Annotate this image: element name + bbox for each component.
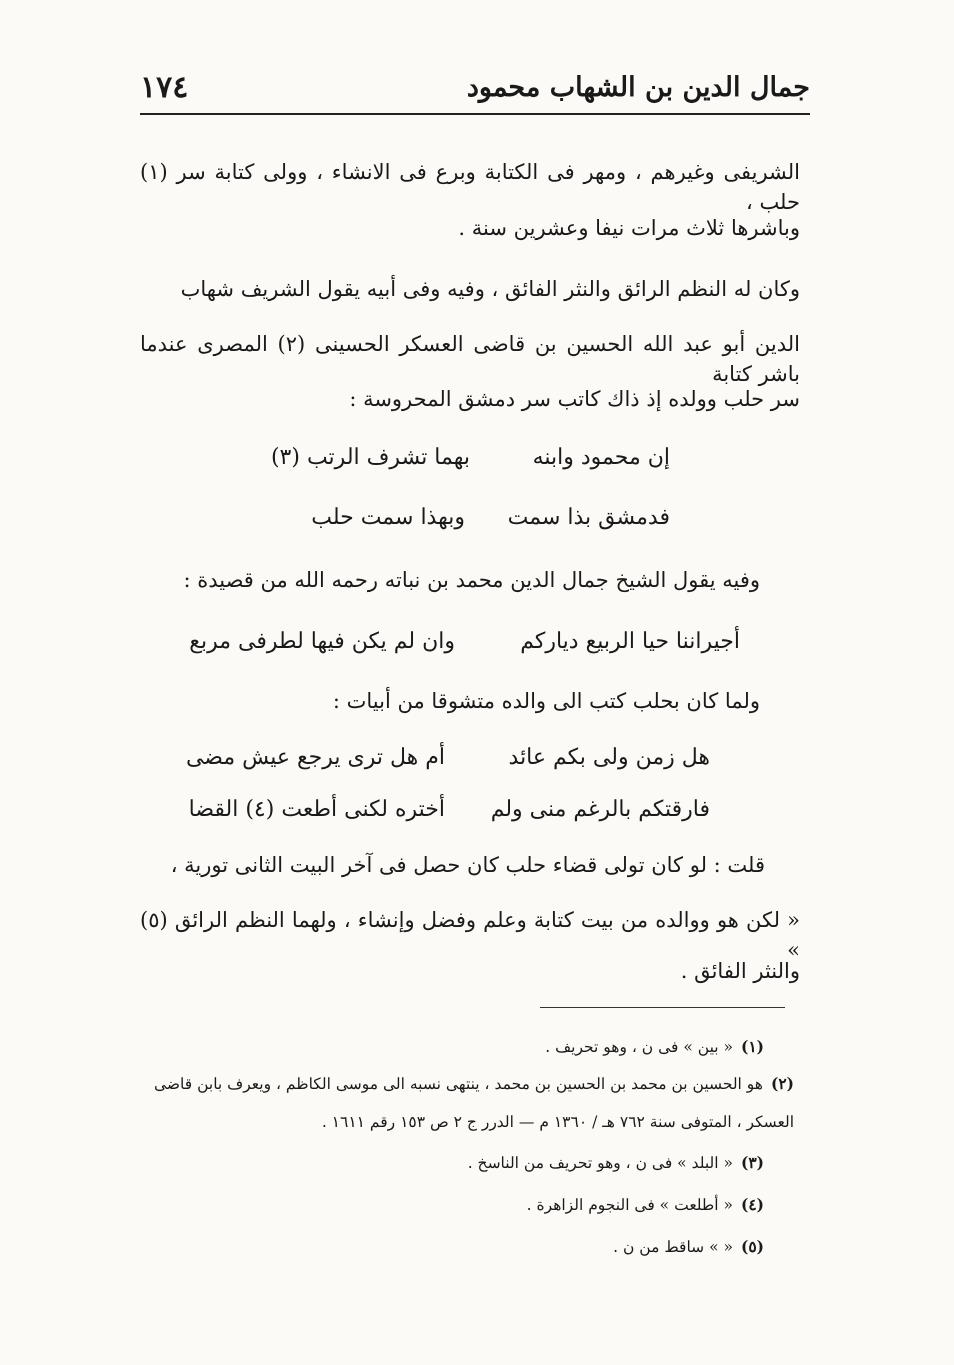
paragraph-5-line-1: قلت : لو كان تولى قضاء حلب كان حصل فى آخر البيت الثانى تورية ، [170, 853, 765, 877]
verse-hemistich: إن محمود وابنه [532, 445, 670, 470]
verse-hemistich: وان لم يكن فيها لطرفى مربع [189, 629, 455, 654]
footnote-2 [134, 1069, 794, 1099]
verse-3-line-1 [140, 740, 800, 776]
page-number: ١٧٤ [140, 70, 189, 105]
footnote-text: هو الحسين بن محمد بن الحسين بن محمد ، ينتهى نسبه الى موسى الكاظم ، ويعرف بابن قاضى [153, 1075, 763, 1093]
verse-1-line-2 [140, 500, 800, 536]
page-header [140, 62, 810, 108]
verse-3-line-2 [140, 792, 800, 828]
footnote-text: « البلد » فى ن ، وهو تحريف من الناسخ . [467, 1154, 733, 1172]
verse-hemistich: هل زمن ولى بكم عائد [508, 745, 710, 770]
paragraph-2-line-3: سر حلب وولده إذ ذاك كاتب سر دمشق المحروسة : [349, 387, 800, 411]
footnote-1 [104, 1032, 764, 1062]
paragraph-5-line-3: والنثر الفائق . [680, 959, 800, 983]
paragraph-2-line-1: وكان له النظم الرائق والنثر الفائق ، وفيه وفى أبيه يقول الشريف شهاب [180, 277, 800, 301]
verse-hemistich: فدمشق بذا سمت [507, 505, 670, 530]
header-rule [140, 113, 810, 115]
paragraph-1-line-1: الشريفى وغيرهم ، ومهر فى الكتابة وبرع فى الانشاء ، وولى كتابة سر (١) حلب ، [140, 160, 800, 214]
verse-hemistich: فارقتكم بالرغم منى ولم [490, 797, 710, 822]
paragraph-4: ولما كان بحلب كتب الى والده متشوقا من أبيات : [332, 689, 760, 713]
paragraph-3: وفيه يقول الشيخ جمال الدين محمد بن نباته رحمه الله من قصيدة : [183, 568, 760, 592]
paragraph-2-line-2: الدين أبو عبد الله الحسين بن قاضى العسكر الحسينى (٢) المصرى عندما باشر كتابة [140, 332, 800, 386]
running-title: جمال الدين بن الشهاب محمود [466, 72, 810, 103]
footnote-4 [104, 1190, 764, 1220]
footnote-5 [104, 1232, 764, 1262]
footnote-marker: (٣) [740, 1153, 764, 1172]
footnote-rule [540, 1007, 785, 1008]
verse-hemistich: أختره لكنى أطعت (٤) القضا [188, 797, 445, 822]
footnote-2-continuation: العسكر ، المتوفى سنة ٧٦٢ هـ / ١٣٦٠ م — الدرر ج ٢ ص ١٥٣ رقم ١٦١١ . [321, 1113, 794, 1131]
verse-hemistich: وبهذا سمت حلب [311, 505, 465, 530]
footnote-text: « بين » فى ن ، وهو تحريف . [545, 1038, 733, 1056]
verse-1-line-1 [140, 440, 800, 476]
verse-2-line-1 [140, 624, 800, 660]
footnote-marker: (٥) [740, 1237, 764, 1256]
paragraph-5-line-2: « لكن هو ووالده من بيت كتابة وعلم وفضل وإنشاء ، ولهما النظم الرائق (٥) » [140, 908, 800, 962]
footnote-marker: (٤) [740, 1195, 764, 1214]
footnote-marker: (٢) [770, 1074, 794, 1093]
footnote-text: « أطلعت » فى النجوم الزاهرة . [526, 1196, 733, 1214]
paragraph-1-line-2: وباشرها ثلاث مرات نيفا وعشرين سنة . [458, 216, 800, 240]
footnote-marker: (١) [740, 1037, 764, 1056]
footnote-3 [104, 1148, 764, 1178]
footnote-text: « » ساقط من ن . [613, 1238, 733, 1256]
verse-hemistich: أجيراننا حيا الربيع دياركم [520, 629, 740, 654]
verse-hemistich: بهما تشرف الرتب (٣) [270, 445, 470, 470]
verse-hemistich: أم هل ترى يرجع عيش مضى [185, 745, 445, 770]
